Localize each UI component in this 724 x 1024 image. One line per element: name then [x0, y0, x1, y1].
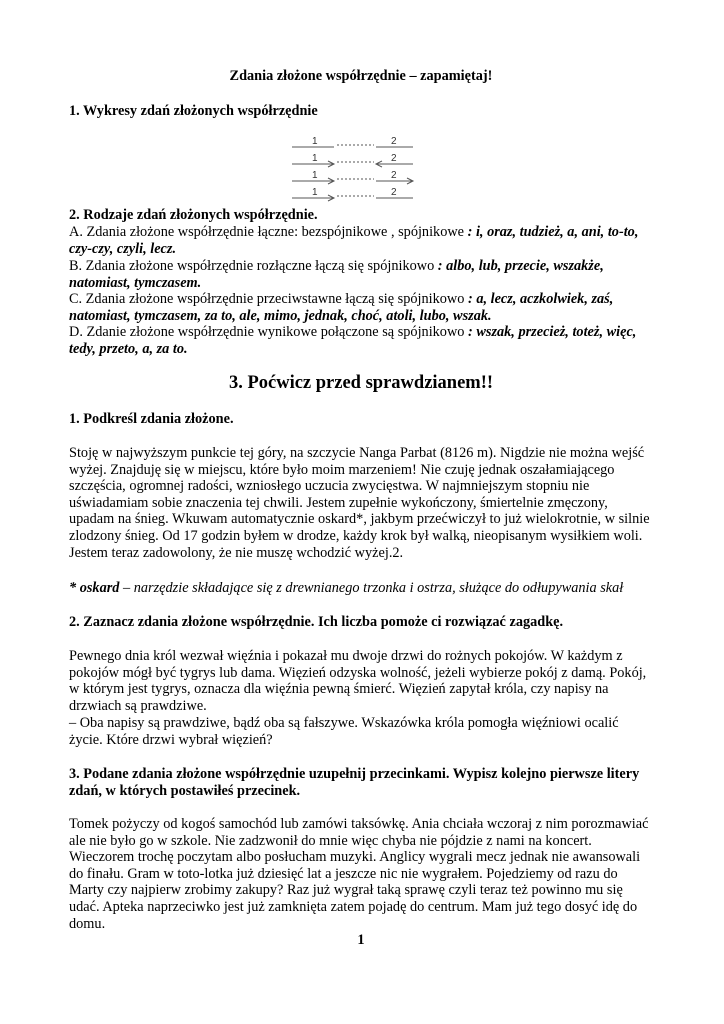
footnote-term: * oskard — [69, 580, 120, 596]
clause-type-d-text: D. Zdanie złożone współrzędnie wynikowe połączone są spójnikowo — [69, 324, 469, 340]
diagram-row3-left: 1 — [312, 170, 318, 181]
exercise3-heading: 3. Podane zdania złożone współrzędnie uzupełnij przecinkami. Wypisz kolejno pierwsze litery zdań, w których postawiłeś przecinek. — [69, 766, 640, 799]
clause-type-b — [69, 258, 653, 291]
clause-type-a-conjunctions: : i, oraz, tudzież, a, ani, to-to, czy-czy, czyli, lecz. — [69, 224, 639, 257]
diagram-row3-right: 2 — [391, 170, 397, 181]
footnote-definition: – narzędzie składające się z drewnianego trzonka i ostrza, służące do odłupywania skał — [119, 580, 624, 596]
clause-type-c — [69, 291, 653, 324]
clause-type-c-text: C. Zdania złożone współrzędnie przeciwstawne łączą się spójnikowo — [69, 291, 468, 307]
section1-heading: 1. Wykresy zdań złożonych współrzędnie — [69, 103, 318, 119]
clause-type-d-conjunctions: : wszak, przecież, toteż, więc, tedy, przeto, a, za to. — [69, 324, 637, 357]
diagram-row2-right: 2 — [391, 153, 397, 164]
clause-type-d — [69, 324, 653, 357]
coordinate-clause-diagrams — [290, 134, 416, 202]
exercise1-heading: 1. Podkreśl zdania złożone. — [69, 411, 234, 427]
diagram-row4-left: 1 — [312, 187, 318, 198]
diagram-row1-left: 1 — [312, 136, 318, 147]
clause-type-b-conjunctions: : albo, lub, przecie, wszakże, natomiast, tymczasem. — [69, 258, 604, 291]
diagram-row1-right: 2 — [391, 136, 397, 147]
exercise2-text-2: – Oba napisy są prawdziwe, bądź oba są fałszywe. Wskazówka króla pomogła więźniowi ocalić życie. Które drzwi wybrał więzień? — [69, 715, 619, 748]
clause-type-a-text: A. Zdania złożone współrzędnie łączne: bezspójnikowe , spójnikowe — [69, 224, 468, 240]
page-number: 1 — [357, 932, 365, 948]
page-title: Zdania złożone współrzędnie – zapamiętaj! — [229, 68, 493, 84]
clause-type-a — [69, 224, 653, 257]
section3-heading: 3. Poćwicz przed sprawdzianem!! — [228, 373, 494, 393]
exercise2-heading: 2. Zaznacz zdania złożone współrzędnie. Ich liczba pomoże ci rozwiązać zagadkę. — [69, 614, 564, 630]
clause-type-b-text: B. Zdania złożone współrzędnie rozłączne łączą się spójnikowo — [69, 258, 438, 274]
clause-type-c-conjunctions: : a, lecz, aczkolwiek, zaś, natomiast, tymczasem, za to, ale, mimo, jednak, choć, atoli, lubo, wszak. — [69, 291, 614, 324]
diagram-row2-left: 1 — [312, 153, 318, 164]
diagram-row4-right: 2 — [391, 187, 397, 198]
exercise1-footnote — [69, 580, 653, 597]
exercise2-text-1: Pewnego dnia król wezwał więźnia i pokazał mu dwoje drzwi do rożnych pokojów. W każdym z pokojów mógł być tygrys lub dama. Więzień odzyska wolność, jeżeli wybierze pokój z damą. Pokój, w którym jest tygrys, oznacza dla więźnia pewną śmierć. Więzień zapytał króla, czy napisy na drzwiach są prawdziwe. — [69, 648, 647, 714]
exercise3-text: Tomek pożyczy od kogoś samochód lub zamówi taksówkę. Ania chciała wczoraj z nim porozmawiać ale nie było go w szkole. Nie zadzwonił do mnie więc chyba nie pójdzie z nami na koncert. Wieczorem trochę poczytam albo posłucham muzyki. Anglicy wygrali mecz jednak nie awansowali do finału. Gram w toto-lotka już dziesięć lat a jeszcze nic nie wygrałem. Pojedziemy od razu do Marty czy najpierw zrobimy zakupy? Raz już wygrał taką sprawę czyli teraz też powinno mu się udać. Apteka naprzeciwko jest już zamknięta zatem pojadę do centrum. Mam już tego dosyć idę do domu. — [69, 816, 649, 932]
exercise1-text: Stoję w najwyższym punkcie tej góry, na szczycie Nanga Parbat (8126 m). Nigdzie nie można wejść wyżej. Znajduję się w miejscu, które było moim marzeniem! Nie czuję jednak oszałamiającego szczęścia, ogromnej radości, wzniosłego uczucia zwycięstwa. W najmniejszym stopniu nie uświadamiam sobie znaczenia tej chwili. Jestem zupełnie wykończony, śmiertelnie zmęczony, upadam na śnieg. Wkuwam automatycznie oskard*, jakbym przećwiczył to już wielokrotnie, w silnie zlodzony śnieg. Od 17 godzin byłem w drodze, każdy krok był walką, nieopisanym wysiłkiem woli. Jestem teraz zadowolony, że nie muszę wchodzić wyżej.2. — [69, 445, 650, 561]
section2-heading: 2. Rodzaje zdań złożonych współrzędnie. — [69, 207, 318, 223]
